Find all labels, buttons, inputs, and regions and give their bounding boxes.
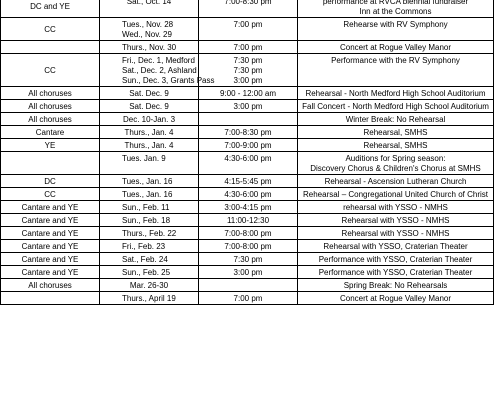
chorus-group-cell (1, 266, 100, 279)
chorus-group: All choruses (28, 115, 72, 124)
event-time: 7:00-8:00 pm (224, 229, 272, 238)
chorus-group-cell (1, 139, 100, 152)
chorus-group: Cantare and YE (21, 229, 79, 238)
chorus-group-cell (1, 188, 100, 201)
event-cell (298, 201, 494, 214)
chorus-group: Cantare and YE (21, 216, 79, 225)
table-row (1, 279, 494, 292)
event-cell (298, 266, 494, 279)
event-date: Sat. Dec. 9 (129, 89, 169, 98)
date-cell (100, 100, 199, 113)
date-cell (100, 279, 199, 292)
event-date: Sun., Dec. 3, Grants Pass (122, 76, 215, 85)
event-cell (298, 279, 494, 292)
event-description: Performance with YSSO, Craterian Theater (318, 255, 473, 264)
table-row (1, 0, 494, 18)
chorus-group: CC (44, 190, 56, 199)
event-description: Rehearsal - North Medford High School Auditorium (305, 89, 486, 98)
event-date: Thurs., Nov. 30 (122, 43, 177, 52)
event-date: Sat., Dec. 2, Ashland (122, 66, 197, 75)
event-cell (298, 18, 494, 41)
chorus-group-cell (1, 18, 100, 41)
chorus-group-cell (1, 0, 100, 18)
event-description: Fall Concert - North Medford High School Auditorium (302, 102, 489, 111)
time-cell (199, 139, 298, 152)
event-description: Rehearsal, SMHS (363, 141, 428, 150)
event-description: Rehearsal - Ascension Lutheran Church (324, 177, 467, 186)
time-cell (199, 126, 298, 139)
chorus-group: CC (44, 66, 56, 75)
event-date: Sun., Feb. 11 (122, 203, 170, 212)
event-date: Sat., Feb. 24 (122, 255, 168, 264)
event-date: Tues., Jan. 16 (122, 177, 173, 186)
chorus-group-cell (1, 100, 100, 113)
chorus-group-cell (1, 54, 100, 87)
table-row (1, 113, 494, 126)
chorus-group: All choruses (28, 281, 72, 290)
chorus-group: All choruses (28, 89, 72, 98)
event-time: 4:30-6:00 pm (224, 154, 272, 163)
event-time: 7:00 pm (233, 43, 263, 52)
event-date: Thurs., Jan. 4 (124, 128, 174, 137)
event-description: Auditions for Spring season: (345, 154, 446, 163)
chorus-group-cell (1, 152, 100, 175)
chorus-group-cell (1, 227, 100, 240)
event-description: rehearsal with YSSO - NMHS (343, 203, 448, 212)
event-cell (298, 139, 494, 152)
table-row (1, 100, 494, 113)
date-cell (100, 113, 199, 126)
event-description: Discovery Chorus & Children's Chorus at SMHS (310, 164, 481, 173)
event-date: Tues., Jan. 16 (122, 190, 173, 199)
table-row (1, 175, 494, 188)
time-cell (199, 152, 298, 175)
event-date: Fri., Feb. 23 (122, 242, 166, 251)
event-cell (298, 87, 494, 100)
event-description: Concert at Rogue Valley Manor (339, 294, 452, 303)
date-cell (100, 18, 199, 41)
time-cell (199, 292, 298, 305)
event-description: Inn at the Commons (359, 7, 432, 16)
event-description: Concert at Rogue Valley Manor (339, 43, 452, 52)
event-description: Winter Break: No Rehearsal (345, 115, 446, 124)
event-time: 7:30 pm (233, 56, 263, 65)
event-cell (298, 227, 494, 240)
chorus-group: YE (44, 141, 56, 150)
chorus-group: Cantare and YE (21, 203, 79, 212)
time-cell (199, 41, 298, 54)
time-cell (199, 175, 298, 188)
event-date: Sat. Dec. 9 (129, 102, 169, 111)
event-time: 7:30 pm (233, 255, 263, 264)
event-date: Tues. Jan. 9 (122, 154, 166, 163)
table-row (1, 126, 494, 139)
chorus-group-cell (1, 126, 100, 139)
event-date: Sat., Oct. 14 (126, 0, 172, 6)
chorus-group-cell (1, 240, 100, 253)
date-cell (100, 54, 215, 87)
time-cell (199, 188, 298, 201)
chorus-group: Cantare and YE (21, 268, 79, 277)
time-cell (199, 227, 298, 240)
time-cell (199, 253, 298, 266)
date-cell (100, 87, 199, 100)
event-time: 9:00 - 12:00 am (219, 89, 277, 98)
time-cell (199, 240, 298, 253)
table-row (1, 292, 494, 305)
table-row (1, 227, 494, 240)
event-time: 11:00-12:30 (226, 216, 270, 225)
time-cell (199, 100, 298, 113)
event-description: Rehearsal – Congregational United Church of Christ (303, 190, 488, 199)
event-cell (298, 113, 494, 126)
event-cell (298, 126, 494, 139)
event-cell (298, 240, 494, 253)
table-row (1, 201, 494, 214)
date-cell (100, 152, 199, 175)
event-cell (298, 41, 494, 54)
event-time: 3:00 pm (233, 102, 263, 111)
event-description: performance at RVCA biennial fundraiser (322, 0, 469, 6)
table-row (1, 214, 494, 227)
date-cell (100, 292, 199, 305)
chorus-group: All choruses (28, 102, 72, 111)
time-cell (199, 18, 298, 41)
schedule-body (1, 0, 494, 305)
time-cell (199, 0, 298, 18)
event-time: 7:00-8:00 pm (224, 242, 272, 251)
chorus-group-cell (1, 113, 100, 126)
date-cell (100, 253, 199, 266)
event-cell (298, 175, 494, 188)
event-date: Fri., Dec. 1, Medford (122, 56, 195, 65)
event-date: Mar. 26-30 (129, 281, 169, 290)
event-date: Thurs., Feb. 22 (122, 229, 177, 238)
date-cell (100, 214, 199, 227)
date-cell (100, 175, 199, 188)
event-cell (298, 214, 494, 227)
date-cell (100, 139, 199, 152)
event-description: Performance with YSSO, Craterian Theater (318, 268, 473, 277)
chorus-group-cell (1, 41, 100, 54)
date-cell (100, 201, 199, 214)
event-date: Thurs., April 19 (122, 294, 176, 303)
table-row (1, 240, 494, 253)
event-time: 7:00 pm (233, 20, 263, 29)
event-time (202, 281, 294, 291)
event-date: Sun., Feb. 18 (122, 216, 171, 225)
event-date: Tues., Nov. 28 (122, 20, 174, 29)
date-cell (100, 0, 199, 18)
event-date: Dec. 10-Jan. 3 (122, 115, 176, 124)
event-date: Thurs., Jan. 4 (124, 141, 174, 150)
event-cell (298, 253, 494, 266)
table-row (1, 18, 494, 41)
event-description: Performance with the RV Symphony (331, 56, 460, 65)
chorus-group-cell (1, 175, 100, 188)
chorus-group-cell (1, 292, 100, 305)
date-cell (100, 227, 199, 240)
event-description: Rehearsal with YSSO - NMHS (341, 229, 450, 238)
table-row (1, 188, 494, 201)
table-row (1, 266, 494, 279)
chorus-group-cell (1, 253, 100, 266)
event-time: 7:00-9:00 pm (224, 141, 272, 150)
chorus-group: Cantare and YE (21, 255, 79, 264)
table-row (1, 54, 494, 87)
time-cell (199, 87, 298, 100)
event-time: 7:00 pm (233, 294, 263, 303)
table-row (1, 152, 494, 175)
event-description: Rehearsal with YSSO - NMHS (341, 216, 450, 225)
event-time: 4:15-5:45 pm (224, 177, 272, 186)
chorus-group: DC (44, 177, 56, 186)
chorus-group-cell (1, 201, 100, 214)
event-cell (298, 188, 494, 201)
event-cell (298, 54, 494, 87)
event-cell (298, 0, 494, 18)
date-cell (100, 41, 199, 54)
event-description: Rehearsal with YSSO, Craterian Theater (323, 242, 468, 251)
table-row (1, 87, 494, 100)
chorus-group: CC (44, 25, 56, 34)
chorus-group-cell (1, 214, 100, 227)
time-cell (199, 201, 298, 214)
event-description: Spring Break: No Rehearsals (343, 281, 448, 290)
event-description: Rehearse with RV Symphony (343, 20, 448, 29)
time-cell (199, 279, 298, 292)
event-time: 4:30-6:00 pm (224, 190, 272, 199)
table-row (1, 139, 494, 152)
table-row (1, 253, 494, 266)
date-cell (100, 240, 199, 253)
event-time: 3:00-4:15 pm (224, 203, 272, 212)
event-time: 7:00-8:30 pm (224, 128, 272, 137)
event-time: 3:00 pm (233, 268, 263, 277)
chorus-group-cell (1, 87, 100, 100)
time-cell (199, 266, 298, 279)
event-time (202, 115, 294, 125)
event-cell (298, 152, 494, 175)
event-time: 3:00 pm (233, 76, 263, 85)
date-cell (100, 188, 199, 201)
chorus-group: Cantare and YE (21, 242, 79, 251)
event-time: 7:00-8:30 pm (224, 0, 272, 6)
date-cell (100, 126, 199, 139)
time-cell (199, 113, 298, 126)
date-cell (100, 266, 199, 279)
event-time: 7:30 pm (233, 66, 263, 75)
chorus-group-cell (1, 279, 100, 292)
event-date: Wed., Nov. 29 (122, 30, 172, 39)
event-cell (298, 292, 494, 305)
chorus-group: DC and YE (30, 2, 70, 11)
event-date: Sun., Feb. 25 (122, 268, 171, 277)
table-row (1, 41, 494, 54)
chorus-group: Cantare (35, 128, 65, 137)
event-cell (298, 100, 494, 113)
time-cell (199, 214, 298, 227)
event-description: Rehearsal, SMHS (363, 128, 428, 137)
